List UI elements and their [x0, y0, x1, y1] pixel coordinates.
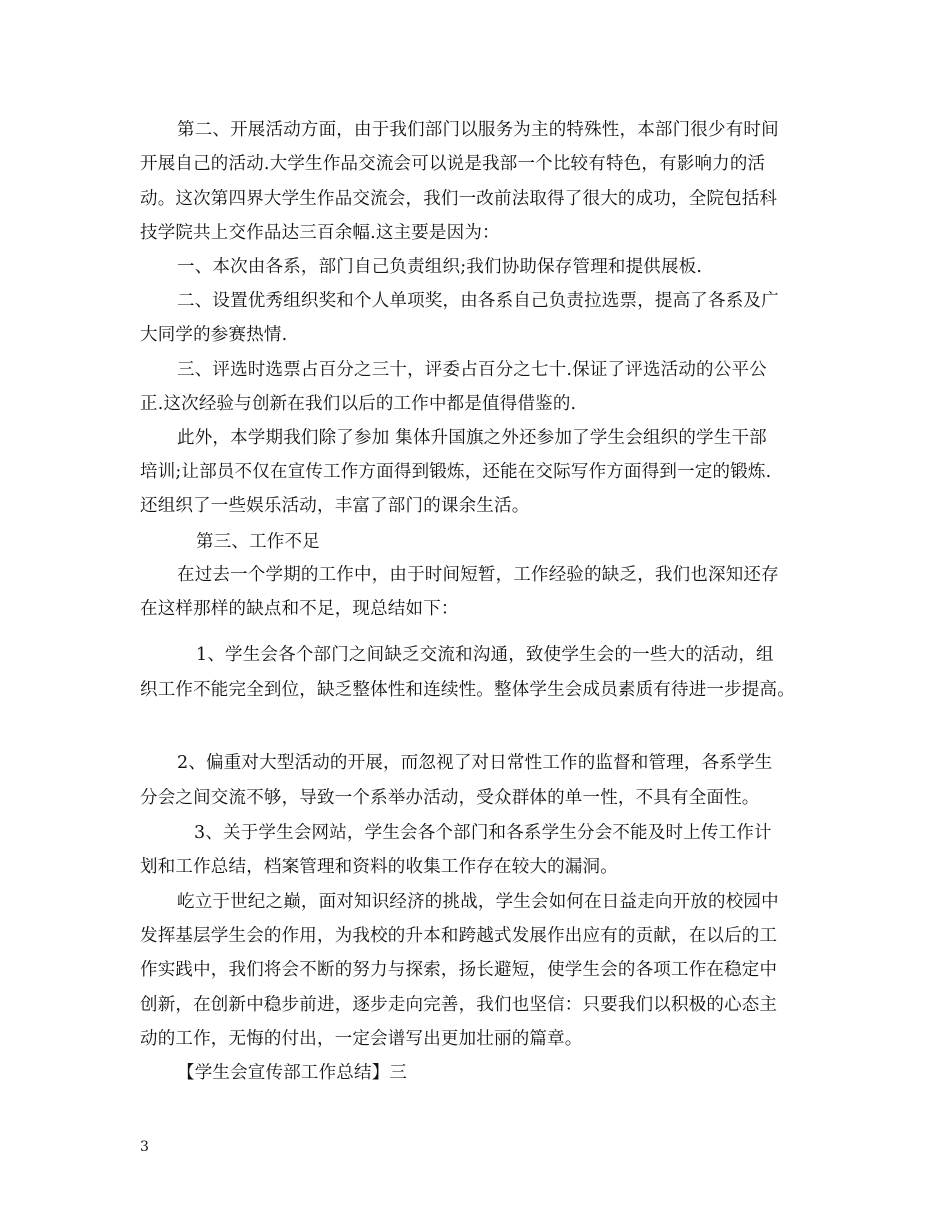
paragraph-line: 三、评选时选票占百分之三十，评委占百分之七十.保证了评选活动的公平公	[177, 360, 767, 380]
paragraph-line: 在过去一个学期的工作中，由于时间短暂，工作经验的缺乏，我们也深知还存	[177, 565, 779, 585]
paragraph-line: 技学院共上交作品达三百余幅.这主要是因为：	[140, 223, 500, 243]
paragraph-line: 正.这次经验与创新在我们以后的工作中都是值得借鉴的.	[140, 394, 577, 414]
paragraph-line: 培训;让部员不仅在宣传工作方面得到锻炼，还能在交际写作方面得到一定的锻炼.	[140, 462, 772, 482]
paragraph-line: 发挥基层学生会的作用，为我校的升本和跨越式发展作出应有的贡献，在以后的工	[140, 926, 778, 946]
page-number: 3	[140, 1139, 149, 1155]
paragraph-line: 在这样那样的缺点和不足，现总结如下：	[140, 599, 459, 619]
paragraph-line: 2、偏重对大型活动的开展，而忽视了对日常性工作的监督和管理，各系学生	[177, 753, 773, 773]
paragraph-line: 此外，本学期我们除了参加 集体升国旗之外还参加了学生会组织的学生干部	[177, 428, 767, 448]
paragraph-line: 织工作不能完全到位，缺乏整体性和连续性。整体学生会成员素质有待进一步提高。	[140, 680, 795, 700]
paragraph-line: 作实践中，我们将会不断的努力与探索，扬长避短，使学生会的各项工作在稳定中	[140, 960, 778, 980]
paragraph-line: 开展自己的活动.大学生作品交流会可以说是我部一个比较有特色，有影响力的活	[140, 154, 766, 174]
paragraph-line: 大同学的参赛热情.	[140, 325, 288, 345]
paragraph-line: 分会之间交流不够，导致一个系举办活动，受众群体的单一性，不具有全面性。	[140, 788, 760, 808]
section-heading: 【学生会宣传部工作总结】三	[177, 1063, 408, 1083]
paragraph-line: 二、设置优秀组织奖和个人单项奖，由各系自己负责拉选票，提高了各系及广	[177, 291, 779, 311]
paragraph-line: 第二、开展活动方面，由于我们部门以服务为主的特殊性，本部门很少有时间	[177, 120, 779, 140]
paragraph-line: 1、学生会各个部门之间缺乏交流和沟通，致使学生会的一些大的活动，组	[196, 645, 774, 665]
paragraph-line: 划和工作总结，档案管理和资料的收集工作存在较大的漏洞。	[140, 857, 618, 877]
paragraph-line: 一、本次由各系，部门自己负责组织;我们协助保存管理和提供展板.	[177, 257, 703, 277]
paragraph-line: 动。这次第四界大学生作品交流会，我们一改前法取得了很大的成功，全院包括科	[140, 189, 778, 209]
paragraph-line: 屹立于世纪之巅，面对知识经济的挑战，学生会如何在日益走向开放的校园中	[177, 892, 779, 912]
section-heading: 第三、工作不足	[196, 532, 320, 552]
paragraph-line: 动的工作，无悔的付出，一定会谱写出更加壮丽的篇章。	[140, 1029, 583, 1049]
paragraph-line: 还组织了一些娱乐活动，丰富了部门的课余生活。	[140, 496, 530, 516]
paragraph-line: 3、关于学生会网站，学生会各个部门和各系学生分会不能及时上传工作计	[194, 823, 772, 843]
paragraph-line: 创新，在创新中稳步前进，逐步走向完善，我们也坚信：只要我们以积极的心态主	[140, 995, 778, 1015]
